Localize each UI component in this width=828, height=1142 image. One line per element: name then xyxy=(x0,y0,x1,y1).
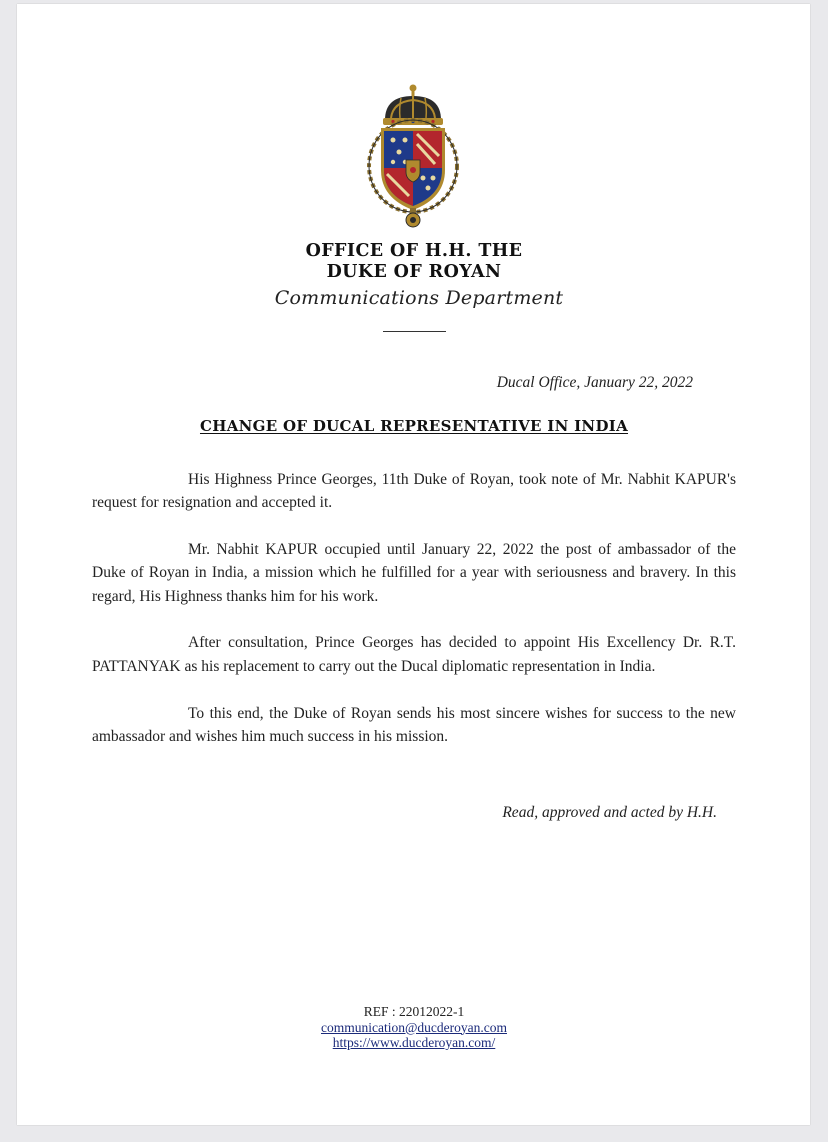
email-link[interactable]: communication@ducderoyan.com xyxy=(320,1019,507,1035)
paragraph: After consultation, Prince Georges has decided to appoint His Excellency Dr. R.T. PATTANYAK as his replacement to carry out the Ducal diplomatic representation in India. xyxy=(92,634,736,675)
office-title-line-1: OFFICE OF H.H. THE xyxy=(305,241,523,261)
website-link[interactable]: https://www.ducderoyan.com/ xyxy=(332,1035,496,1050)
dateline: Ducal Office, January 22, 2022 xyxy=(496,374,693,391)
shield-icon xyxy=(381,128,445,210)
paragraph: His Highness Prince Georges, 11th Duke of Royan, took note of Mr. Nabhit KAPUR's request for resignation and accepted it. xyxy=(92,471,736,512)
department-divider xyxy=(383,331,446,332)
office-title xyxy=(0,241,828,283)
office-title-line-2: DUKE OF ROYAN xyxy=(326,262,502,282)
document-heading-text: CHANGE OF DUCAL REPRESENTATIVE IN INDIA xyxy=(199,417,629,435)
document-body xyxy=(92,468,736,772)
paragraph: Mr. Nabhit KAPUR occupied until January 22, 2022 the post of ambassador of the Duke of Royan in India, a mission which he fulfilled for a year with seriousness and bravery. In this regard, His Highness thanks him for his work. xyxy=(92,541,736,605)
ducal-coat-of-arms-icon xyxy=(363,82,463,230)
footer xyxy=(0,1004,828,1051)
signoff: Read, approved and acted by H.H. xyxy=(502,804,717,821)
department-name: Communications Department xyxy=(274,287,564,309)
reference-number: REF : 22012022-1 xyxy=(363,1004,465,1019)
document-heading xyxy=(0,417,828,435)
paragraph: To this end, the Duke of Royan sends his most sincere wishes for success to the new ambassador and wishes him much success in his mission. xyxy=(92,704,736,745)
